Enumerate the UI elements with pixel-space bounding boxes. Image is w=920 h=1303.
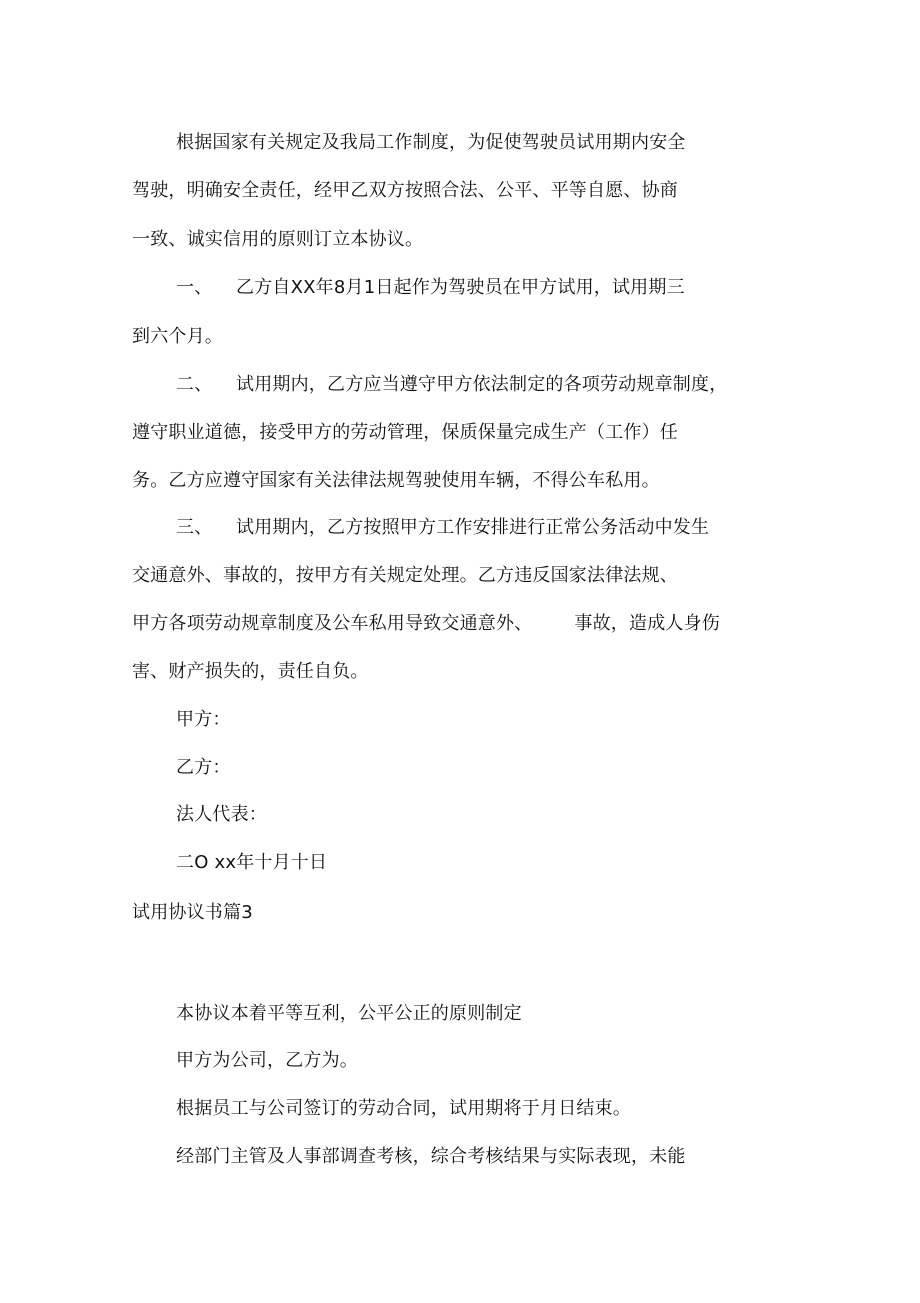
intro-line-3: 一致、诚实信用的原则订立本协议。 xyxy=(132,229,424,250)
clause-3-number: 三、 xyxy=(176,517,213,538)
section-3-line-4: 经部门主管及人事部调查考核，综合考核结果与实际表现，未能 xyxy=(176,1146,686,1167)
section-3-line-1: 本协议本着平等互利，公平公正的原则制定 xyxy=(176,1003,522,1024)
intro-line-1: 根据国家有关规定及我局工作制度，为促使驾驶员试用期内安全 xyxy=(176,132,686,153)
clause-1-text: 乙方自XX年8月1日起作为驾驶员在甲方试用，试用期三 xyxy=(236,277,685,298)
section-title: 试用协议书篇3 xyxy=(132,902,253,923)
party-b-label: 乙方： xyxy=(176,757,231,778)
clause-2-number: 二、 xyxy=(176,374,213,395)
clause-2-line-2: 遵守职业道德，接受甲方的劳动管理，保质保量完成生产（工作）任 xyxy=(132,422,678,443)
clause-2-line-1 xyxy=(176,373,727,397)
clause-3-line-1 xyxy=(176,516,709,540)
section-3-line-3: 根据员工与公司签订的劳动合同，试用期将于月日结束。 xyxy=(176,1098,631,1119)
clause-1-line-2: 到六个月。 xyxy=(132,326,223,347)
clause-2-text: 试用期内，乙方应当遵守甲方依法制定的各项劳动规章制度， xyxy=(236,374,728,395)
signature-date: 二O xx年十月十日 xyxy=(176,852,328,873)
clause-3-text-3a: 甲方各项劳动规章制度及公车私用导致交通意外、 xyxy=(132,613,533,634)
clause-3-line-2: 交通意外、事故的，按甲方有关规定处理。乙方违反国家法律法规、 xyxy=(132,565,678,586)
clause-1-number: 一、 xyxy=(176,277,213,298)
clause-3-line-3 xyxy=(132,612,720,636)
intro-line-2: 驾驶，明确安全责任，经甲乙双方按照合法、公平、平等自愿、协商 xyxy=(132,180,678,201)
clause-2-line-3: 务。乙方应遵守国家有关法律法规驾驶使用车辆，不得公车私用。 xyxy=(132,470,660,491)
clause-3-text: 试用期内，乙方按照甲方工作安排进行正常公务活动中发生 xyxy=(236,517,710,538)
clause-3-text-3b: 事故，造成人身伤 xyxy=(574,613,721,634)
clause-3-line-4: 害、财产损失的，责任自负。 xyxy=(132,661,369,682)
section-3-line-2: 甲方为公司，乙方为。 xyxy=(176,1050,358,1071)
legal-rep-label: 法人代表： xyxy=(176,804,267,825)
clause-1-line-1 xyxy=(176,276,685,300)
party-a-label: 甲方： xyxy=(176,709,231,730)
